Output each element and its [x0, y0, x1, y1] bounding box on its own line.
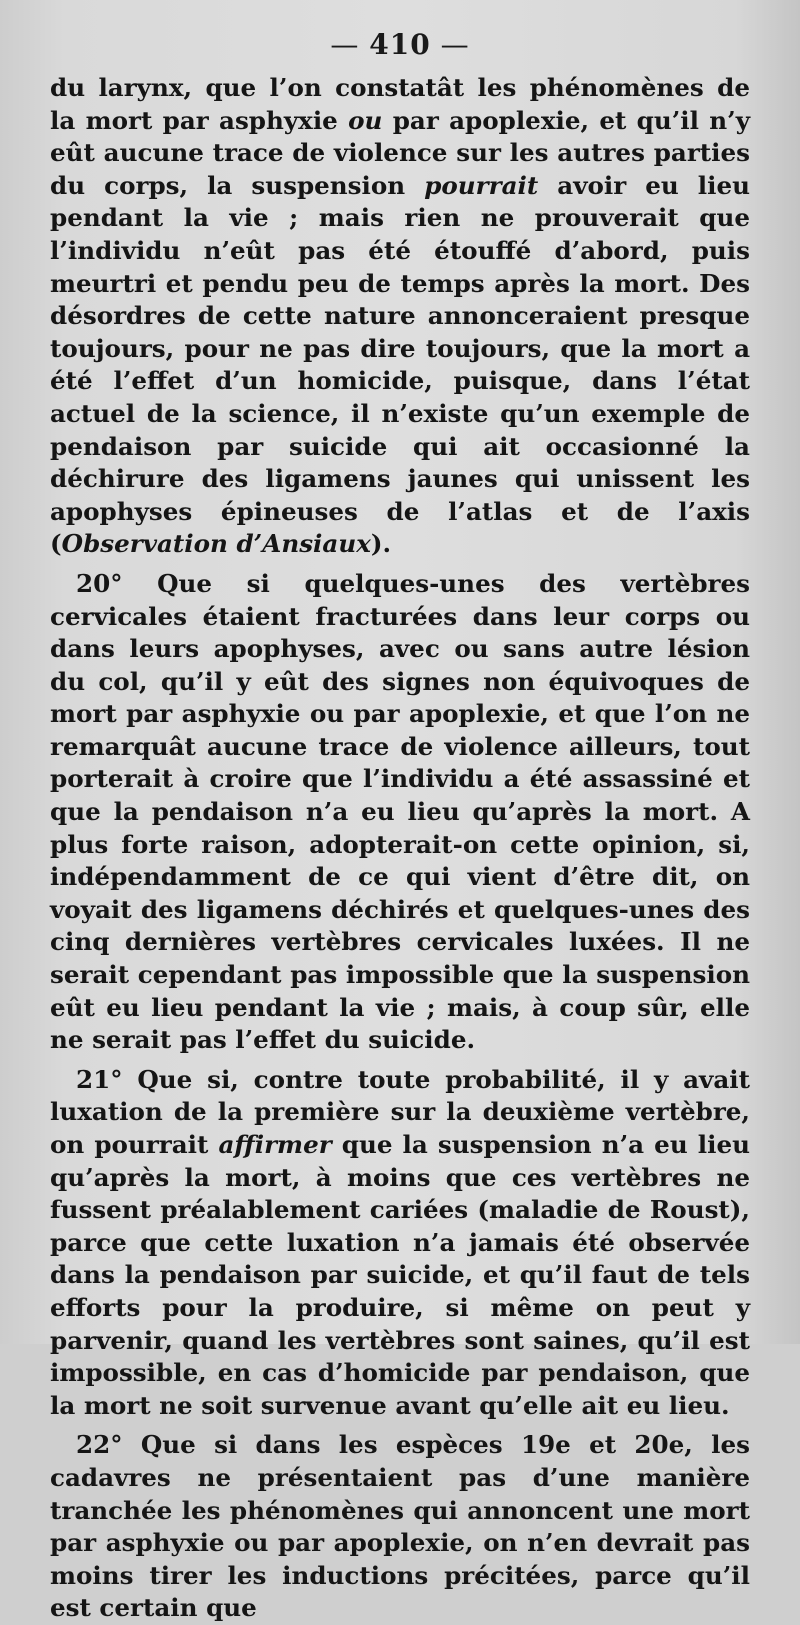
paragraph-continuation [50, 72, 750, 561]
text-segment: 21° Que si, contre toute probabilité, il y avait luxation de la première sur la deuxième vertèbre, on pourrait [50, 1064, 750, 1159]
italic-segment: pourrait [424, 170, 539, 200]
italic-segment: Observation d’Ansiaux [61, 529, 371, 559]
paragraph-22 [50, 1429, 750, 1625]
paragraph-20 [50, 568, 750, 1057]
text-segment: du larynx, que l’on constatât les phénomènes de la mort par asphyxie [50, 73, 750, 135]
page-number-header [0, 28, 800, 61]
header-dash-right: — [430, 28, 470, 61]
text-segment: par apoplexie, et qu’il n’y eût aucune trace de violence sur les autres parties du corps, la suspension [50, 105, 750, 200]
header-dash-left: — [330, 28, 370, 61]
paragraph-21 [50, 1064, 750, 1423]
text-segment: 22° Que si dans les espèces 19e et 20e, les cadavres ne présentaient pas d’une manière tranchée les phénomènes qui annoncent une mort par asphyxie ou par apoplexie, on n’en devrait pas moins tirer les inductions précitées, parce qu’il est certain que [50, 1430, 750, 1623]
text-segment: 20° Que si quelques-unes des vertèbres cervicales étaient fracturées dans leur corps ou dans leurs apophyses, avec ou sans autre lésion du col, qu’il y eût des signes non équivoques de mort par asphyxie ou par apoplexie, et que l’on ne remarquât aucune trace de violence ailleurs, tout porterait à croire que l’individu a été assassiné et que la pendaison n’a eu lieu qu’après la mort. A plus forte raison, adopterait-on cette opinion, si, indépendamment de ce qui vient d’être dit, on voyait des ligamens déchirés et quelques-unes des cinq dernières vertèbres cervicales luxées. Il ne serait cependant pas impossible que la suspension eût eu lieu pendant la vie ; mais, à coup sûr, elle ne serait pas l’effet du suicide. [50, 568, 750, 1055]
text-segment: avoir eu lieu pendant la vie ; mais rien ne prouverait que l’individu n’eût pas été étouffé d’abord, puis meurtri et pendu peu de temps après la mort. Des désordres de cette nature annonceraient presque toujours, pour ne pas dire toujours, que la mort a été l’effet d’un homicide, puisque, dans l’état actuel de la science, il n’existe qu’un exemple de pendaison par suicide qui ait occasionné la déchirure des ligamens jaunes qui unissent les apophyses épineuses de l’atlas et de l’axis ( [50, 170, 750, 559]
body-text [50, 72, 750, 1625]
text-segment: que la suspension n’a eu lieu qu’après la mort, à moins que ces vertèbres ne fussent préalablement cariées (maladie de Roust), parce que cette luxation n’a jamais été observée dans la pendaison par suicide, et qu’il faut de tels efforts pour la produire, si même on peut y parvenir, quand les vertèbres sont saines, qu’il est impossible, en cas d’homicide par pendaison, que la mort ne soit survenue avant qu’elle ait eu lieu. [50, 1130, 750, 1420]
italic-segment: ou [348, 105, 383, 135]
italic-segment: affirmer [218, 1130, 332, 1159]
text-segment: ). [370, 529, 392, 559]
page-number: 410 [369, 28, 431, 61]
